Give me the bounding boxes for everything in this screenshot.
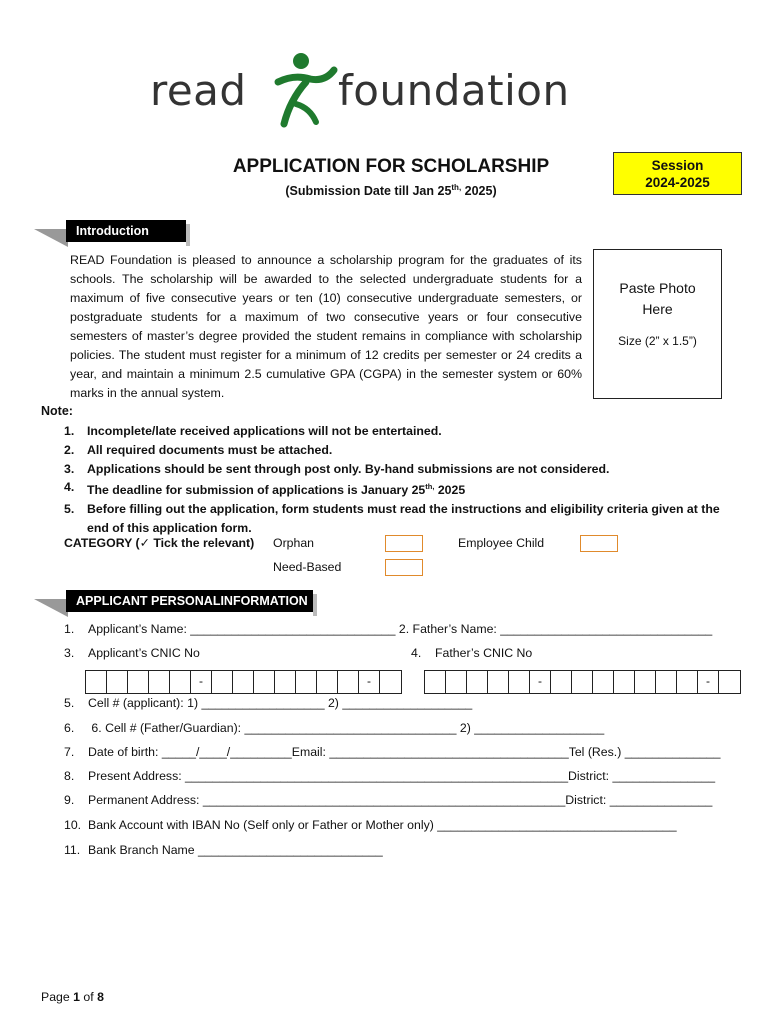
field-text: 6. Cell # (Father/Guardian): _______________________________ 2) ___________________	[88, 721, 605, 735]
logo-word-read: read	[150, 66, 247, 115]
cnic-digit-box[interactable]	[635, 671, 656, 693]
cnic-digit-box[interactable]	[677, 671, 698, 693]
form-line-dob-email[interactable]	[64, 745, 720, 759]
cnic-digit-box[interactable]	[338, 671, 359, 693]
introduction-heading: Introduction	[66, 220, 186, 242]
category-need-label: Need-Based	[273, 560, 342, 574]
cnic-digit-box[interactable]	[614, 671, 635, 693]
field-text: Present Address: ________________________________________________________District: _______________	[88, 769, 716, 783]
cnic-digit-box[interactable]	[509, 671, 530, 693]
submission-date-suffix: 2025)	[461, 184, 497, 199]
cnic-digit-box[interactable]	[719, 671, 740, 693]
logo-word-foundation: foundation	[338, 66, 570, 115]
note-text: Before filling out the application, form students must read the instructions and eligibility criteria given at the end of this application form.	[87, 502, 720, 536]
cnic-digit-box[interactable]	[317, 671, 338, 693]
notes-list	[64, 422, 744, 538]
applicant-cnic-boxes[interactable]	[85, 670, 402, 694]
field-text: Father’s CNIC No	[435, 646, 533, 660]
form-line-permanent-address[interactable]	[64, 793, 712, 807]
field-number: 8.	[64, 769, 75, 783]
father-cnic-label	[411, 646, 532, 660]
cnic-dash: -	[191, 671, 212, 693]
list-item	[64, 460, 744, 479]
cnic-digit-box[interactable]	[467, 671, 488, 693]
submission-date-prefix: (Submission Date till Jan 25	[285, 184, 452, 199]
cnic-dash: -	[359, 671, 380, 693]
cnic-digit-box[interactable]	[380, 671, 401, 693]
session-years: 2024-2025	[645, 175, 710, 190]
cnic-digit-box[interactable]	[128, 671, 149, 693]
category-orphan-label: Orphan	[273, 536, 315, 550]
field-number: 10.	[64, 818, 82, 832]
introduction-text: READ Foundation is pleased to announce a scholarship program for the graduates of its schools. The scholarship will be awarded to the selected undergraduate students for a maximum of five consecutive years or ten (10) consecutive undergraduate semesters, or postgraduate students for a maximum of two consecutive years or four consecutive semesters of master’s degree provided the student remains in compliance with scholarship policies. The student must register for a minimum of 12 credits per semester or 24 credits a year, and maintain a minimum 2.5 cumulative GPA (CGPA) in the semester system or 60% marks in the annual system.	[70, 253, 582, 400]
section-marker-icon	[34, 599, 68, 617]
cnic-dash: -	[698, 671, 719, 693]
field-number: 11.	[64, 843, 81, 857]
category-employee-label: Employee Child	[458, 536, 545, 550]
cnic-digit-box[interactable]	[572, 671, 593, 693]
total-pages: 8	[97, 990, 104, 1004]
need-based-checkbox[interactable]	[385, 559, 423, 576]
form-line-guardian-cell[interactable]	[64, 721, 604, 735]
personal-info-heading: APPLICANT PERSONALINFORMATION	[66, 590, 313, 612]
current-page: 1	[73, 990, 80, 1004]
applicant-cnic-label	[64, 646, 200, 660]
form-line-bank-iban[interactable]	[64, 818, 677, 832]
cnic-digit-box[interactable]	[86, 671, 107, 693]
form-line-applicant-cell[interactable]	[64, 696, 472, 710]
cnic-digit-box[interactable]	[593, 671, 614, 693]
field-number: 7.	[64, 745, 75, 759]
cnic-digit-box[interactable]	[170, 671, 191, 693]
cnic-digit-box[interactable]	[425, 671, 446, 693]
photo-label-line1: Paste Photo	[619, 280, 696, 296]
cnic-digit-box[interactable]	[233, 671, 254, 693]
field-text: Applicant’s Name: ______________________________ 2. Father’s Name: _______________________________	[88, 622, 713, 636]
field-text: Bank Branch Name ___________________________	[88, 843, 383, 857]
list-item	[64, 441, 744, 460]
cnic-digit-box[interactable]	[254, 671, 275, 693]
category-label: CATEGORY (✓ Tick the relevant)	[64, 536, 255, 550]
field-number: 9.	[64, 793, 75, 807]
note-number: 4.	[64, 480, 75, 495]
photo-label-line2: Here	[642, 301, 673, 317]
note-number: 2.	[64, 442, 75, 457]
note-text: Applications should be sent through post only. By-hand submissions are not considered.	[87, 461, 610, 476]
cnic-digit-box[interactable]	[656, 671, 677, 693]
cnic-digit-box[interactable]	[149, 671, 170, 693]
note-label: Note:	[41, 404, 73, 418]
session-label: Session	[651, 158, 704, 173]
note-text-after: 2025	[434, 483, 466, 498]
field-text: Permanent Address: _____________________________________________________District: _______________	[88, 793, 713, 807]
cnic-digit-box[interactable]	[107, 671, 128, 693]
note-text-main: The deadline for submission of applications is January 25	[87, 483, 426, 498]
field-number: 1.	[64, 622, 75, 636]
note-number: 5.	[64, 502, 75, 517]
submission-date-sup: th,	[451, 183, 462, 192]
note-number: 3.	[64, 461, 75, 476]
session-badge	[613, 152, 742, 195]
photo-label	[594, 278, 721, 320]
note-text: Incomplete/late received applications will not be entertained.	[87, 424, 442, 438]
cnic-digit-box[interactable]	[275, 671, 296, 693]
page-prefix: Page	[41, 990, 74, 1004]
list-item	[64, 478, 744, 500]
note-number: 1.	[64, 424, 75, 438]
father-cnic-boxes[interactable]	[424, 670, 741, 694]
read-foundation-logo	[150, 52, 630, 128]
employee-child-checkbox[interactable]	[580, 535, 618, 552]
page-number	[41, 990, 104, 1004]
field-text: Date of birth: _____/____/_________Email: ___________________________________Tel (Res.) ______________	[88, 745, 721, 759]
photo-size: Size (2” x 1.5”)	[618, 334, 697, 348]
form-line-present-address[interactable]	[64, 769, 715, 783]
field-text: Cell # (applicant): 1) __________________ 2) ___________________	[88, 696, 473, 710]
cnic-digit-box[interactable]	[212, 671, 233, 693]
section-marker-icon	[34, 229, 68, 247]
field-text: Bank Account with IBAN No (Self only or Father or Mother only) ___________________________________	[88, 818, 677, 832]
note-text	[87, 478, 465, 500]
cnic-digit-box[interactable]	[296, 671, 317, 693]
form-line-bank-branch[interactable]	[64, 843, 383, 857]
cnic-dash: -	[530, 671, 551, 693]
field-text: Applicant’s CNIC No	[88, 646, 200, 660]
cnic-digit-box[interactable]	[446, 671, 467, 693]
photo-box[interactable]	[593, 249, 722, 399]
page-of: of	[79, 990, 98, 1004]
field-number: 6.	[64, 721, 75, 735]
logo-figure-icon	[270, 52, 340, 128]
field-number: 4.	[411, 646, 422, 660]
cnic-digit-box[interactable]	[488, 671, 509, 693]
cnic-digit-box[interactable]	[551, 671, 572, 693]
page-title: APPLICATION FOR SCHOLARSHIP	[232, 156, 550, 177]
list-item	[64, 500, 744, 538]
note-sup: th,	[425, 482, 435, 492]
field-number: 3.	[64, 646, 75, 660]
field-number: 5.	[64, 696, 75, 710]
list-item	[64, 422, 744, 441]
note-text: All required documents must be attached.	[87, 442, 333, 457]
orphan-checkbox[interactable]	[385, 535, 423, 552]
form-line-names[interactable]	[64, 622, 712, 636]
